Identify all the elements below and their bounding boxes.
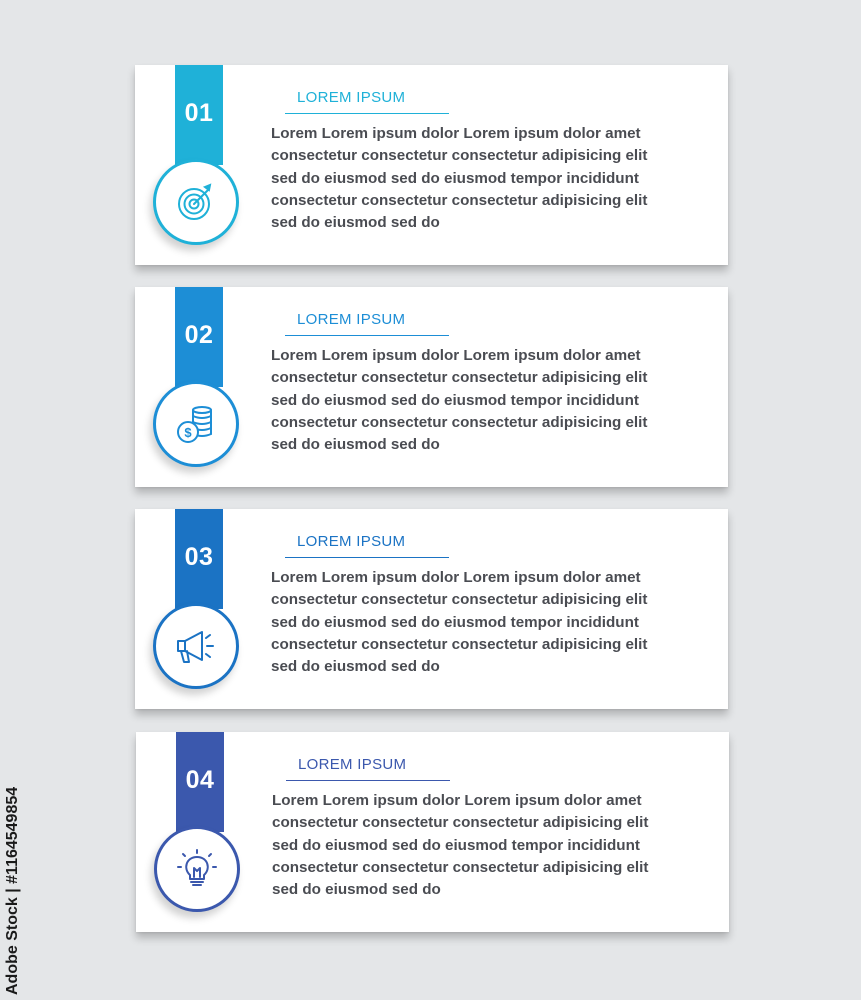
- description-line: consectetur consectetur consectetur adipisicing elit: [271, 369, 648, 387]
- step-title: LOREM IPSUM: [297, 533, 406, 550]
- step-number-strip: [176, 732, 224, 832]
- step-card-4: [136, 732, 729, 932]
- description-line: sed do eiusmod sed do: [272, 881, 441, 899]
- description-line: sed do eiusmod sed do: [271, 658, 440, 676]
- title-underline: [285, 335, 449, 336]
- step-number: 01: [184, 99, 214, 127]
- step-description: [271, 345, 711, 456]
- description-line: Lorem Lorem ipsum dolor Lorem ipsum dolor amet: [271, 569, 641, 586]
- description-line: sed do eiusmod sed do eiusmod tempor incididunt: [271, 169, 639, 187]
- step-card-2: [135, 287, 728, 487]
- svg-text:$: $: [184, 425, 192, 440]
- description-line: sed do eiusmod sed do: [271, 436, 440, 454]
- description-line: consectetur consectetur consectetur adipisicing elit: [271, 635, 648, 653]
- step-description: [271, 567, 711, 678]
- description-line: consectetur consectetur consectetur adipisicing elit: [271, 191, 648, 209]
- description-line: consectetur consectetur consectetur adipisicing elit: [271, 147, 648, 165]
- step-number: 03: [184, 543, 214, 571]
- icon-circle: [154, 826, 240, 912]
- target-icon: [176, 182, 216, 222]
- megaphone-icon: [176, 626, 216, 666]
- description-line: consectetur consectetur consectetur adipisicing elit: [272, 814, 649, 832]
- description-line: sed do eiusmod sed do eiusmod tempor incididunt: [271, 613, 639, 631]
- description-line: sed do eiusmod sed do eiusmod tempor incididunt: [271, 391, 639, 409]
- step-description: [272, 790, 712, 901]
- step-card-1: [135, 65, 728, 265]
- description-line: sed do eiusmod sed do: [271, 214, 440, 232]
- description-line: Lorem Lorem ipsum dolor Lorem ipsum dolor amet: [271, 347, 641, 364]
- icon-circle: [153, 159, 239, 245]
- coins-dollar-icon: [176, 404, 216, 444]
- step-number: 02: [184, 321, 214, 349]
- step-title: LOREM IPSUM: [297, 89, 406, 106]
- lightbulb-icon: [177, 849, 217, 889]
- title-underline: [286, 780, 450, 781]
- step-number-strip: [175, 509, 223, 609]
- icon-circle: [153, 603, 239, 689]
- icon-circle: [153, 381, 239, 467]
- step-card-3: [135, 509, 728, 709]
- description-line: consectetur consectetur consectetur adipisicing elit: [271, 413, 648, 431]
- description-line: consectetur consectetur consectetur adipisicing elit: [271, 591, 648, 609]
- title-underline: [285, 113, 449, 114]
- step-number: 04: [185, 766, 215, 794]
- step-description: [271, 123, 711, 234]
- title-underline: [285, 557, 449, 558]
- step-title: LOREM IPSUM: [298, 756, 407, 773]
- step-title: LOREM IPSUM: [297, 311, 406, 328]
- description-line: consectetur consectetur consectetur adipisicing elit: [272, 858, 649, 876]
- step-number-strip: [175, 65, 223, 165]
- description-line: Lorem Lorem ipsum dolor Lorem ipsum dolor amet: [272, 792, 642, 809]
- description-line: sed do eiusmod sed do eiusmod tempor incididunt: [272, 836, 640, 854]
- stock-watermark: Adobe Stock | #1164549854: [4, 786, 21, 995]
- step-number-strip: [175, 287, 223, 387]
- description-line: Lorem Lorem ipsum dolor Lorem ipsum dolor amet: [271, 125, 641, 142]
